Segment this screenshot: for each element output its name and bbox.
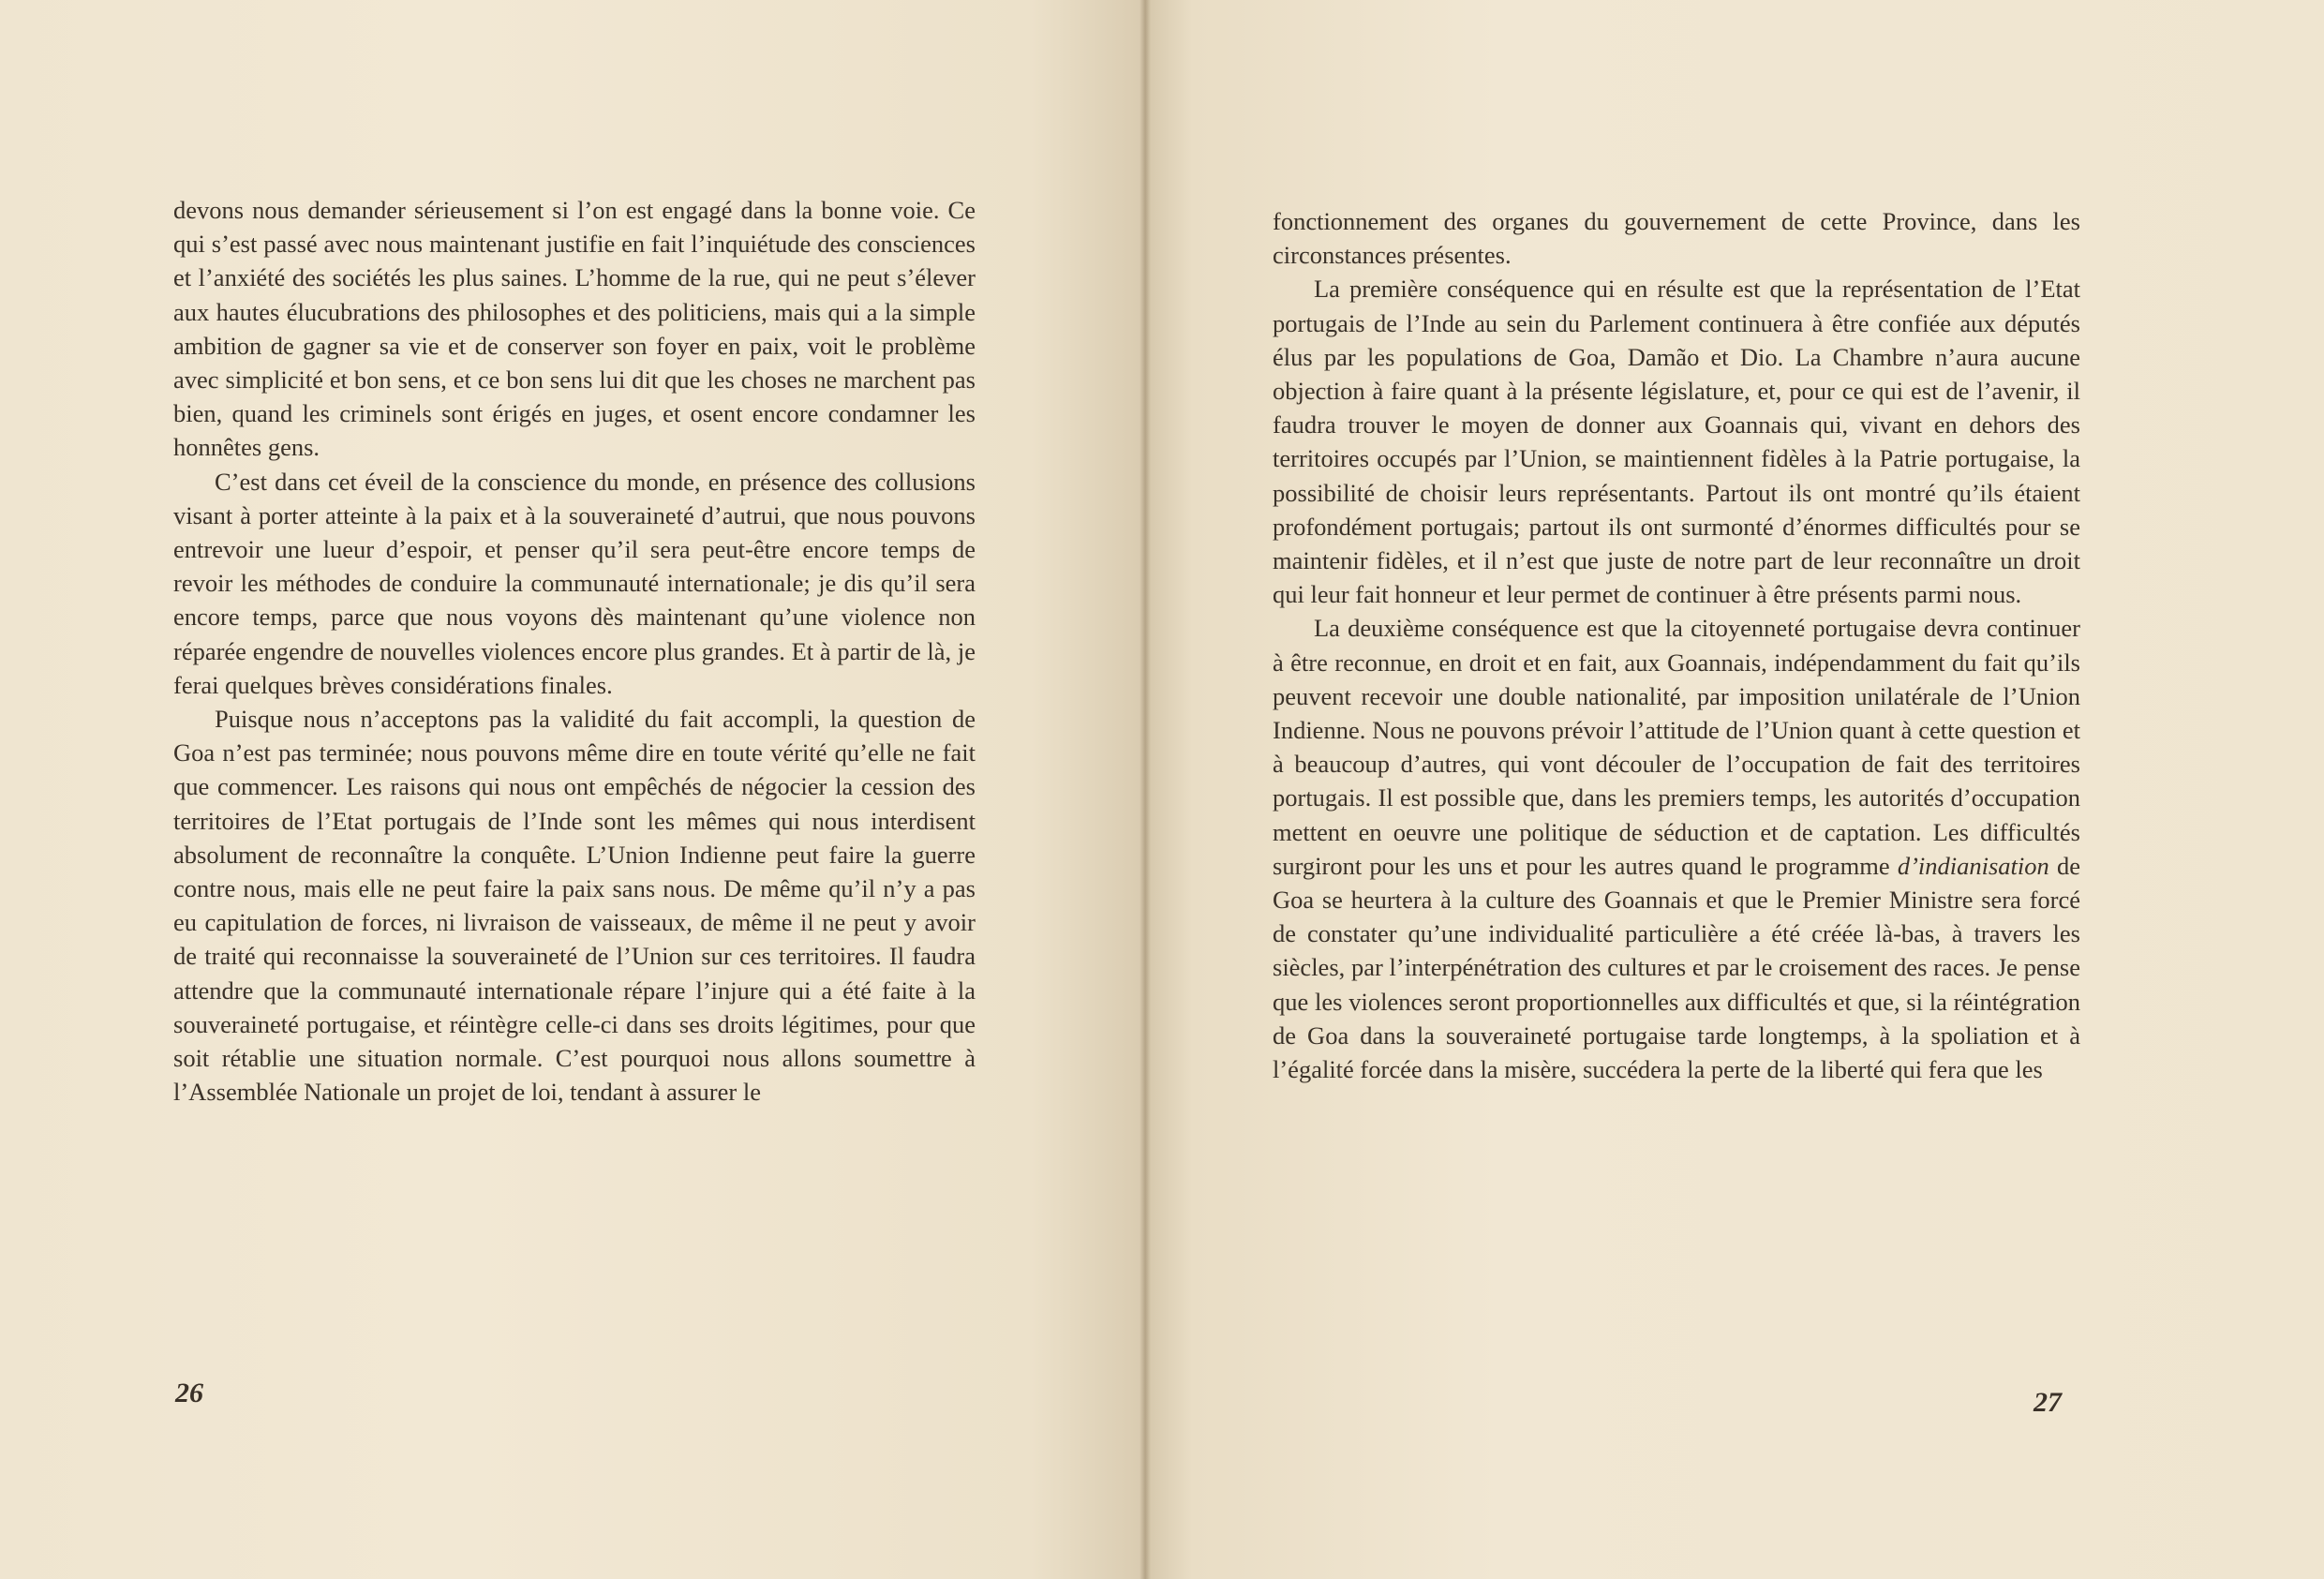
italic-term: d’indianisation <box>1897 851 2049 880</box>
right-paragraph-2: La première conséquence qui en résulte est que la représentation de l’Etat portugais de l’Inde au sein du Parlement continuera à être confiée aux députés élus par les populations de Goa, Damão et Dio. La Chambre n’aura aucune objection à faire quant à la présente législature, et, pour ce qui est de l’avenir, il faudra trouver le moyen de donner aux Goannais qui, vivant en dehors des territoires occupés par l’Union, se maintiennent fidèles à la Patrie portugaise, la possibilité de choisir leurs représentants. Partout ils ont montré qu’ils étaient profondément portugais; partout ils ont surmonté d’énormes difficultés pour se maintenir fidèles, et il n’est que juste de notre part de leur reconnaître un droit qui leur fait honneur et leur permet de continuer à être présents parmi nous. <box>1273 275 2080 609</box>
right-paragraph-3-part-1: La deuxième conséquence est que la citoyenneté portugaise devra continuer à être reconnue, en droit et en fait, aux Goannais, indépendamment du fait qu’ils peuvent recevoir une double nationalité, par imposition unilatérale de l’Union Indienne. Nous ne pouvons prévoir l’attitude de l’Union quant à cette question et à beaucoup d’autres, qui vont découler de l’occupation de fait des territoires portugais. Il est possible que, dans les premiers temps, les autorités d’occupation mettent en oeuvre une politique de séduction et de captation. Les difficultés surgiront pour les uns et pour les autres quand le programme <box>1273 614 2080 880</box>
book-gutter <box>1140 0 1151 1579</box>
page-number-right: 27 <box>2034 1387 2062 1418</box>
left-paragraph-3: Puisque nous n’acceptons pas la validité du fait accompli, la question de Goa n’est pas terminée; nous pouvons même dire en toute vérité qu’elle ne fait que commencer. Les raisons qui nous ont empêchés de négocier la cession des territoires de l’Etat portugais de l’Inde sont les mêmes qui nous interdisent absolument de reconnaître la conquête. L’Union Indienne peut faire la guerre contre nous, mais elle ne peut faire la paix sans nous. De même qu’il n’y a pas eu capitulation de forces, ni livraison de vaisseaux, de même il ne peut y avoir de traité qui reconnaisse la souveraineté de l’Union sur ces territoires. Il faudra attendre que la communauté internationale répare l’injure qui a été faite à la souveraineté portugaise, et réintègre celle-ci dans ses droits légitimes, pour que soit rétablie une situation normale. C’est pourquoi nous allons soumettre à l’Assemblée Nationale un projet de loi, tendant à assurer le <box>173 705 976 1107</box>
page-number-left: 26 <box>175 1378 203 1408</box>
right-paragraph-1: fonctionnement des organes du gouvernement de cette Province, dans les circonstances présentes. <box>1273 207 2080 270</box>
right-paragraph-3 <box>1273 611 2080 1086</box>
left-paragraph-2: C’est dans cet éveil de la conscience du monde, en présence des collusions visant à porter atteinte à la paix et à la souveraineté d’autrui, que nous pouvons entrevoir une lueur d’espoir, et penser qu’il sera peut-être encore temps de revoir les méthodes de conduire la communauté internationale; je dis qu’il sera encore temps, parce que nous voyons dès maintenant qu’une violence non réparée engendre de nouvelles violences encore plus grandes. Et à partir de là, je ferai quelques brèves considérations finales. <box>173 467 976 699</box>
left-paragraph-1: devons nous demander sérieusement si l’on est engagé dans la bonne voie. Ce qui s’est passé avec nous maintenant justifie en fait l’inquiétude des consciences et l’anxiété des sociétés les plus saines. L’homme de la rue, qui ne peut s’élever aux hautes élucubrations des philosophes et des politiciens, mais qui a la simple ambition de gagner sa vie et de conserver son foyer en paix, voit le problème avec simplicité et bon sens, et ce bon sens lui dit que les choses ne marchent pas bien, quand les criminels sont érigés en juges, et osent encore condamner les honnêtes gens. <box>173 196 976 462</box>
left-page <box>0 0 1145 1579</box>
right-paragraph-3-part-2: de Goa se heurtera à la culture des Goannais et que le Premier Ministre sera forcé de constater qu’une individualité particulière a été créée là-bas, à travers les siècles, par l’interpénétration des cultures et par le croisement des races. Je pense que les violences seront proportionnelles aux difficultés et que, si la réintégration de Goa dans la souveraineté portugaise tarde longtemps, à la spoliation et à l’égalité forcée dans la misère, succédera la perte de la liberté qui fera que les <box>1273 851 2081 1084</box>
right-page-text <box>1273 204 2080 1086</box>
left-page-text <box>173 193 976 1109</box>
